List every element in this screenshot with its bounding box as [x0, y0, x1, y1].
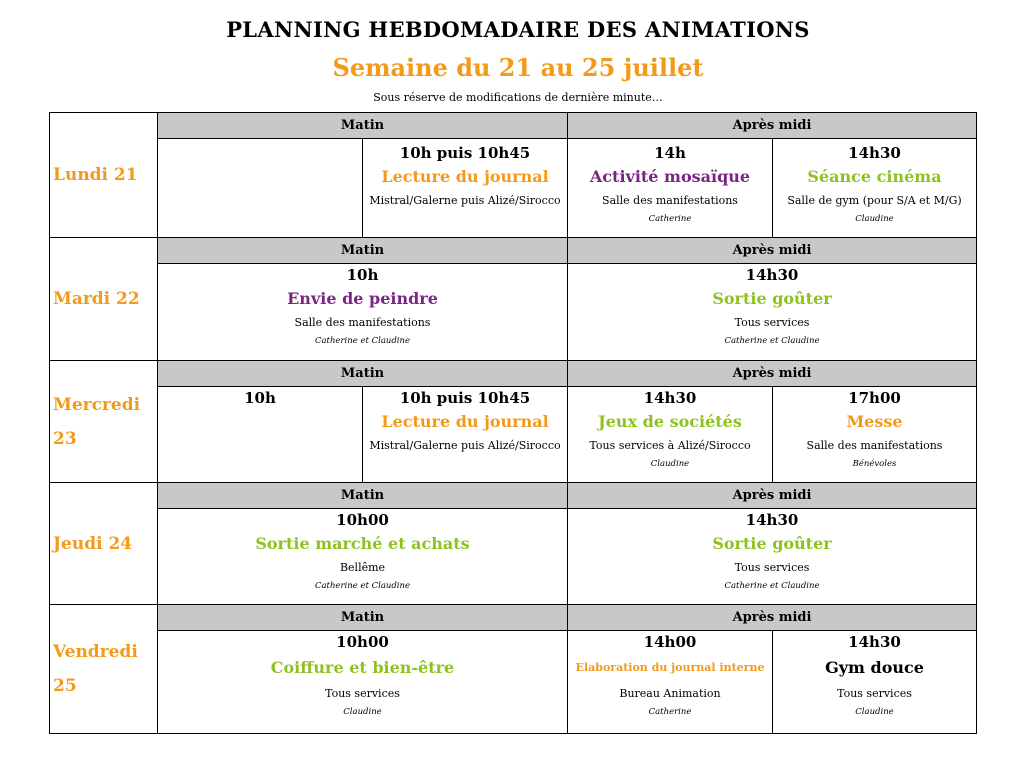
activity-location: Tous services [837, 687, 912, 700]
activity-location: Salle des manifestations [806, 439, 943, 452]
activity-cell [773, 387, 977, 483]
activity-location: Tous services [325, 687, 400, 700]
activity-location: Salle de gym (pour S/A et M/G) [787, 194, 962, 207]
activity-time: 10h00 [336, 511, 389, 529]
day-row-vendredi-content [50, 631, 977, 734]
activity-name: Sortie goûter [712, 289, 832, 308]
activity-location: Salle des manifestations [602, 194, 738, 207]
morning-header: Matin [158, 238, 568, 264]
activity-cell [363, 387, 568, 483]
activity-time: 10h [346, 266, 379, 284]
page-title: PLANNING HEBDOMADAIRE DES ANIMATIONS [226, 17, 810, 42]
activity-time: 14h30 [745, 266, 799, 284]
activity-cell [363, 139, 568, 238]
activity-staff: Catherine et Claudine [314, 581, 411, 591]
afternoon-header: Après midi [568, 483, 977, 509]
day-row-mardi-header [50, 238, 977, 264]
activity-cell [158, 631, 568, 734]
activity-name: Gym douce [825, 658, 924, 677]
activity-staff: Catherine [648, 707, 692, 717]
activity-location: Salle des manifestations [294, 316, 431, 329]
day-row-lundi-header [50, 113, 977, 139]
activity-staff: Catherine et Claudine [724, 581, 820, 591]
activity-cell [568, 264, 977, 361]
day-label: Mardi 22 [50, 238, 158, 361]
day-label: Jeudi 24 [50, 483, 158, 605]
day-label: Lundi 21 [50, 113, 158, 238]
activity-name: Séance cinéma [807, 167, 942, 186]
disclaimer-note: Sous réserve de modifications de dernière minute… [373, 91, 663, 104]
activity-staff: Claudine [650, 459, 690, 469]
activity-location: Mistral/Galerne puis Alizé/Sirocco [369, 194, 561, 207]
activity-time: 10h puis 10h45 [399, 144, 531, 162]
activity-staff: Catherine et Claudine [724, 336, 820, 346]
day-row-lundi-content [50, 139, 977, 238]
morning-header: Matin [158, 483, 568, 509]
activity-name: Activité mosaïque [589, 167, 751, 186]
activity-staff: Claudine [343, 707, 382, 717]
activity-cell [158, 387, 363, 483]
day-row-vendredi-header [50, 605, 977, 631]
activity-time: 14h30 [848, 633, 901, 651]
day-label: Vendredi 25 [50, 605, 158, 734]
activity-time: 14h [654, 144, 686, 162]
activity-name: Jeux de sociétés [598, 412, 742, 431]
activity-time: 10h [244, 389, 276, 407]
activity-name: Elaboration du journal interne [575, 661, 765, 674]
activity-location: Tous services [734, 316, 810, 329]
morning-header: Matin [158, 113, 568, 139]
activity-time: 10h puis 10h45 [399, 389, 531, 407]
activity-time: 10h00 [336, 633, 389, 651]
activity-time: 14h30 [745, 511, 799, 529]
day-row-jeudi-content [50, 509, 977, 605]
activity-location: Tous services [734, 561, 810, 574]
afternoon-header: Après midi [568, 361, 977, 387]
activity-name: Messe [846, 412, 903, 431]
afternoon-header: Après midi [568, 605, 977, 631]
activity-time: 17h00 [848, 389, 901, 407]
activity-location: Tous services à Alizé/Sirocco [589, 439, 751, 452]
morning-header: Matin [158, 361, 568, 387]
activity-time: 14h30 [643, 389, 697, 407]
day-row-mercredi-content [50, 387, 977, 483]
activity-cell [568, 139, 773, 238]
activity-staff: Claudine [855, 707, 894, 717]
activity-cell [773, 631, 977, 734]
day-row-mercredi-header [50, 361, 977, 387]
afternoon-header: Après midi [568, 238, 977, 264]
activity-cell [568, 509, 977, 605]
activity-location: Mistral/Galerne puis Alizé/Sirocco [369, 439, 561, 452]
activity-time: 14h00 [643, 633, 697, 651]
activity-cell [158, 264, 568, 361]
activity-staff: Catherine et Claudine [314, 336, 411, 346]
activity-cell [568, 387, 773, 483]
planning-table [49, 112, 977, 734]
day-row-mardi-content [50, 264, 977, 361]
activity-cell-empty [158, 139, 363, 238]
activity-cell [568, 631, 773, 734]
activity-name: Sortie goûter [712, 534, 832, 553]
afternoon-header: Après midi [568, 113, 977, 139]
activity-name: Envie de peindre [287, 289, 438, 308]
activity-name: Lecture du journal [381, 167, 549, 186]
activity-location: Bellême [339, 561, 386, 574]
activity-staff: Claudine [855, 214, 894, 224]
activity-name: Sortie marché et achats [255, 534, 470, 553]
week-subtitle: Semaine du 21 au 25 juillet [332, 53, 704, 82]
activity-name: Lecture du journal [381, 412, 549, 431]
activity-staff: Bénévoles [852, 459, 897, 469]
activity-time: 14h30 [848, 144, 901, 162]
activity-staff: Catherine [648, 214, 692, 224]
activity-location: Bureau Animation [619, 687, 721, 700]
morning-header: Matin [158, 605, 568, 631]
day-label: Mercredi 23 [50, 361, 158, 483]
activity-cell [158, 509, 568, 605]
activity-cell [773, 139, 977, 238]
day-row-jeudi-header [50, 483, 977, 509]
activity-name: Coiffure et bien-être [270, 658, 455, 677]
